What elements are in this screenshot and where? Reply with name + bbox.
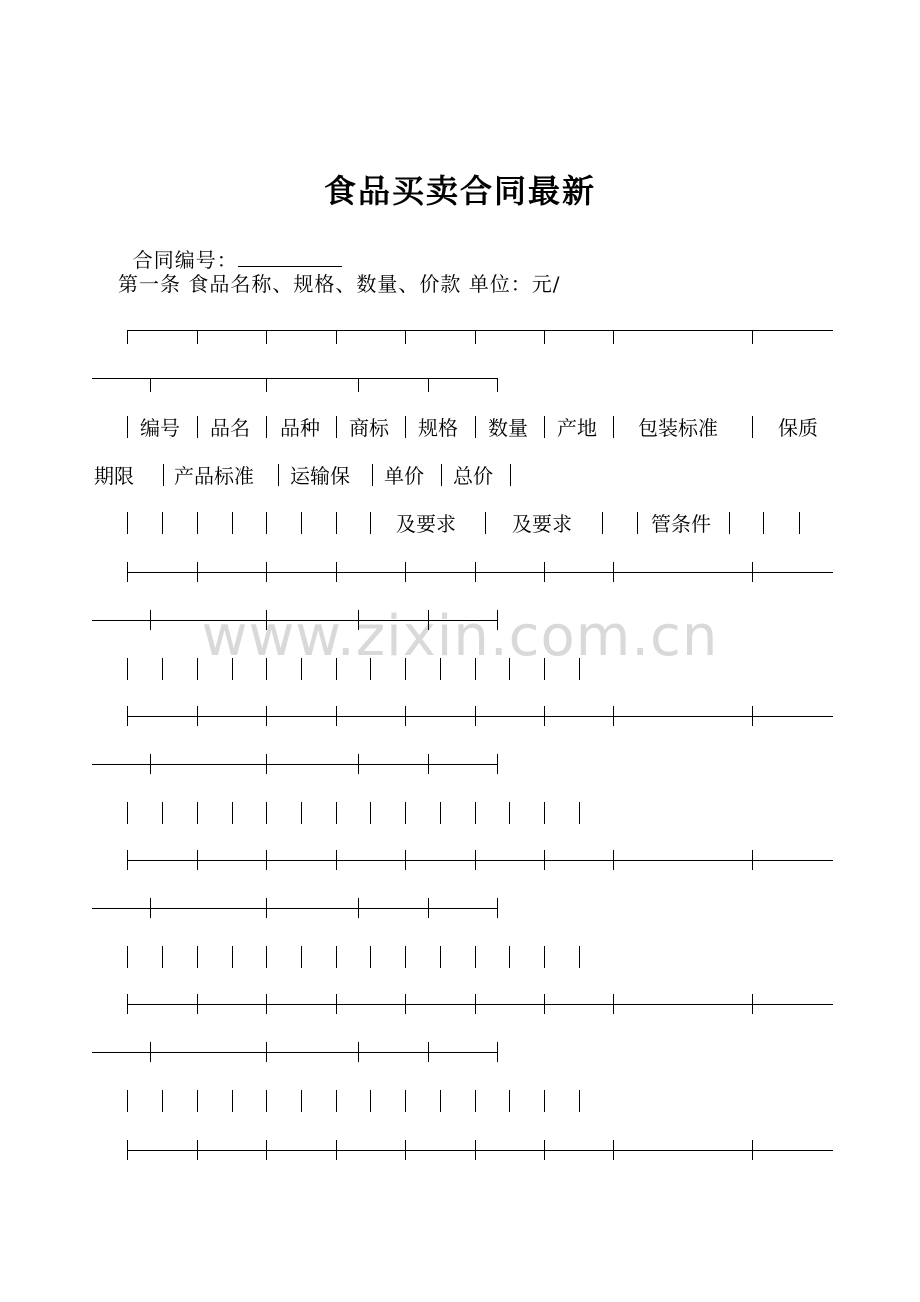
header-cell-divider [232,512,233,534]
header-cell-divider [162,512,163,534]
row-cell-divider [475,658,476,680]
header-packaging-req: 及要求 [396,512,456,536]
header-cell-divider [266,416,267,438]
table-top-tick [405,330,406,344]
table-separator-tick [613,1140,614,1160]
table-separator-tick [358,1042,359,1062]
table-separator-tick [336,1140,337,1160]
row-cell-divider [370,946,371,968]
row-cell-divider [440,946,441,968]
row-cell-divider [127,802,128,824]
row-cell-divider [579,1090,580,1112]
table-separator-tick [150,1042,151,1062]
table-separator-tick [497,1042,498,1062]
row-cell-divider [405,946,406,968]
table-separator-tick [197,1140,198,1160]
table-separator-tick [266,610,267,630]
row-cell-divider [405,802,406,824]
header-col-spec: 规格 [418,416,458,440]
table-separator-tick [428,610,429,630]
header-cell-divider [485,512,486,534]
table-separator-tick [127,706,128,726]
header-col-variety: 品种 [280,416,320,440]
table-separator-tick [544,706,545,726]
table-separator-tick [266,562,267,582]
table-separator-tick [544,1140,545,1160]
table-separator-tick [127,562,128,582]
table-separator-tick [266,898,267,918]
row-cell-divider [440,658,441,680]
table-separator-tick [197,850,198,870]
table-separator-tick [405,994,406,1014]
table-top-tick [127,330,128,344]
row-cell-divider [475,946,476,968]
table-top-rule-continued [92,378,497,379]
table-top-tick [497,378,498,392]
watermark: www.zixin.com.cn [201,604,719,669]
row-cell-divider [544,946,545,968]
table-top-tick [544,330,545,344]
row-cell-divider [266,658,267,680]
row-cell-divider [509,946,510,968]
table-separator-tick [497,610,498,630]
header-cell-divider [752,416,753,438]
header-cell-divider [336,416,337,438]
table-separator-tick [752,850,753,870]
table-separator-tick [266,994,267,1014]
header-cell-divider [475,416,476,438]
table-separator-tick [752,562,753,582]
table-separator-tick [197,706,198,726]
table-separator-rule [127,860,833,861]
header-col-packaging: 包装标准 [638,416,718,440]
contract-number-line [118,224,342,272]
row-cell-divider [475,1090,476,1112]
table-top-tick [150,378,151,392]
row-cell-divider [405,658,406,680]
header-cell-divider [763,512,764,534]
header-cell-divider [278,464,279,486]
header-col-product-standard: 产品标准 [174,464,254,488]
row-cell-divider [232,1090,233,1112]
row-cell-divider [162,658,163,680]
table-separator-tick [428,1042,429,1062]
table-separator-tick [197,562,198,582]
table-separator-tick [544,562,545,582]
table-top-tick [475,330,476,344]
row-cell-divider [336,1090,337,1112]
table-separator-tick [475,706,476,726]
table-separator-tick [336,562,337,582]
header-cell-divider [336,512,337,534]
header-cell-divider [127,416,128,438]
row-cell-divider [127,658,128,680]
row-cell-divider [544,658,545,680]
table-separator-rule-continued [92,764,497,765]
table-separator-tick [405,706,406,726]
table-separator-tick [475,850,476,870]
row-cell-divider [336,946,337,968]
table-top-tick [266,378,267,392]
table-separator-tick [544,850,545,870]
table-separator-rule-continued [92,908,497,909]
row-cell-divider [266,1090,267,1112]
header-storage-cond: 管条件 [651,512,711,536]
row-cell-divider [544,1090,545,1112]
header-cell-divider [729,512,730,534]
table-separator-tick [613,850,614,870]
row-cell-divider [232,658,233,680]
row-cell-divider [370,802,371,824]
table-separator-tick [358,898,359,918]
table-separator-tick [752,706,753,726]
table-separator-rule-continued [92,1052,497,1053]
table-top-tick [752,330,753,344]
table-top-tick [266,330,267,344]
table-separator-tick [197,994,198,1014]
row-cell-divider [509,658,510,680]
table-top-tick [358,378,359,392]
table-separator-tick [127,994,128,1014]
row-cell-divider [162,1090,163,1112]
table-top-tick [197,330,198,344]
row-cell-divider [440,802,441,824]
row-cell-divider [509,802,510,824]
table-separator-rule [127,716,833,717]
table-separator-tick [613,706,614,726]
header-cell-divider [301,512,302,534]
row-cell-divider [370,658,371,680]
table-separator-tick [150,610,151,630]
row-cell-divider [579,802,580,824]
row-cell-divider [301,658,302,680]
header-col-unit-price: 单价 [384,464,424,488]
row-cell-divider [162,802,163,824]
table-separator-rule-continued [92,620,497,621]
row-cell-divider [579,946,580,968]
header-cell-divider [510,464,511,486]
header-col-brand: 商标 [349,416,389,440]
row-cell-divider [336,658,337,680]
table-separator-tick [336,994,337,1014]
header-cell-divider [602,512,603,534]
table-separator-tick [497,754,498,774]
row-cell-divider [266,802,267,824]
row-cell-divider [440,1090,441,1112]
document-title: 食品买卖合同最新 [323,172,596,210]
table-separator-tick [266,1042,267,1062]
header-col-total-price: 总价 [453,464,493,488]
table-separator-tick [358,610,359,630]
contract-number-blank[interactable] [238,248,342,267]
contract-number-label: 合同编号： [132,248,238,272]
table-separator-tick [266,1140,267,1160]
row-cell-divider [301,946,302,968]
header-cell-divider [544,416,545,438]
table-separator-tick [266,850,267,870]
table-separator-tick [127,1140,128,1160]
row-cell-divider [336,802,337,824]
table-separator-tick [405,562,406,582]
header-standard-req: 及要求 [512,512,572,536]
header-cell-divider [266,512,267,534]
table-separator-tick [613,562,614,582]
row-cell-divider [544,802,545,824]
clause-1-heading: 第一条 食品名称、规格、数量、价款 单位：元/ [118,272,561,296]
row-cell-divider [509,1090,510,1112]
table-separator-tick [544,994,545,1014]
table-separator-tick [497,898,498,918]
row-cell-divider [127,946,128,968]
header-cell-divider [441,464,442,486]
table-top-tick [613,330,614,344]
row-cell-divider [127,1090,128,1112]
row-cell-divider [197,946,198,968]
row-cell-divider [301,802,302,824]
header-cell-divider [197,512,198,534]
table-separator-rule [127,572,833,573]
table-top-rule [127,330,833,331]
table-separator-tick [405,850,406,870]
table-separator-tick [475,562,476,582]
row-cell-divider [197,658,198,680]
table-separator-tick [336,850,337,870]
table-separator-tick [613,994,614,1014]
header-cell-divider [163,464,164,486]
header-col-number: 编号 [140,416,180,440]
header-cell-divider [127,512,128,534]
row-cell-divider [162,946,163,968]
header-cell-divider [372,464,373,486]
row-cell-divider [301,1090,302,1112]
table-separator-tick [428,754,429,774]
row-cell-divider [579,658,580,680]
table-separator-tick [150,754,151,774]
header-cell-divider [799,512,800,534]
header-cell-divider [613,416,614,438]
table-separator-tick [752,994,753,1014]
header-cell-divider [405,416,406,438]
header-cell-divider [197,416,198,438]
header-col-transport: 运输保 [290,464,350,488]
table-top-tick [336,330,337,344]
table-separator-tick [405,1140,406,1160]
table-separator-tick [150,898,151,918]
table-separator-tick [127,850,128,870]
table-separator-rule [127,1004,833,1005]
row-cell-divider [266,946,267,968]
table-separator-tick [752,1140,753,1160]
table-separator-tick [428,898,429,918]
row-cell-divider [232,802,233,824]
header-cell-divider [637,512,638,534]
table-separator-tick [475,994,476,1014]
row-cell-divider [475,802,476,824]
header-col-name: 品名 [210,416,250,440]
table-separator-tick [475,1140,476,1160]
table-separator-tick [336,706,337,726]
header-col-shelf-cont: 期限 [94,464,134,488]
table-top-tick [428,378,429,392]
table-separator-tick [266,706,267,726]
row-cell-divider [405,1090,406,1112]
row-cell-divider [197,1090,198,1112]
table-separator-rule [127,1150,833,1151]
row-cell-divider [232,946,233,968]
table-separator-tick [358,754,359,774]
row-cell-divider [197,802,198,824]
table-separator-tick [266,754,267,774]
header-col-shelf: 保质 [778,416,818,440]
header-col-origin: 产地 [557,416,597,440]
header-cell-divider [370,512,371,534]
header-col-quantity: 数量 [488,416,528,440]
row-cell-divider [370,1090,371,1112]
